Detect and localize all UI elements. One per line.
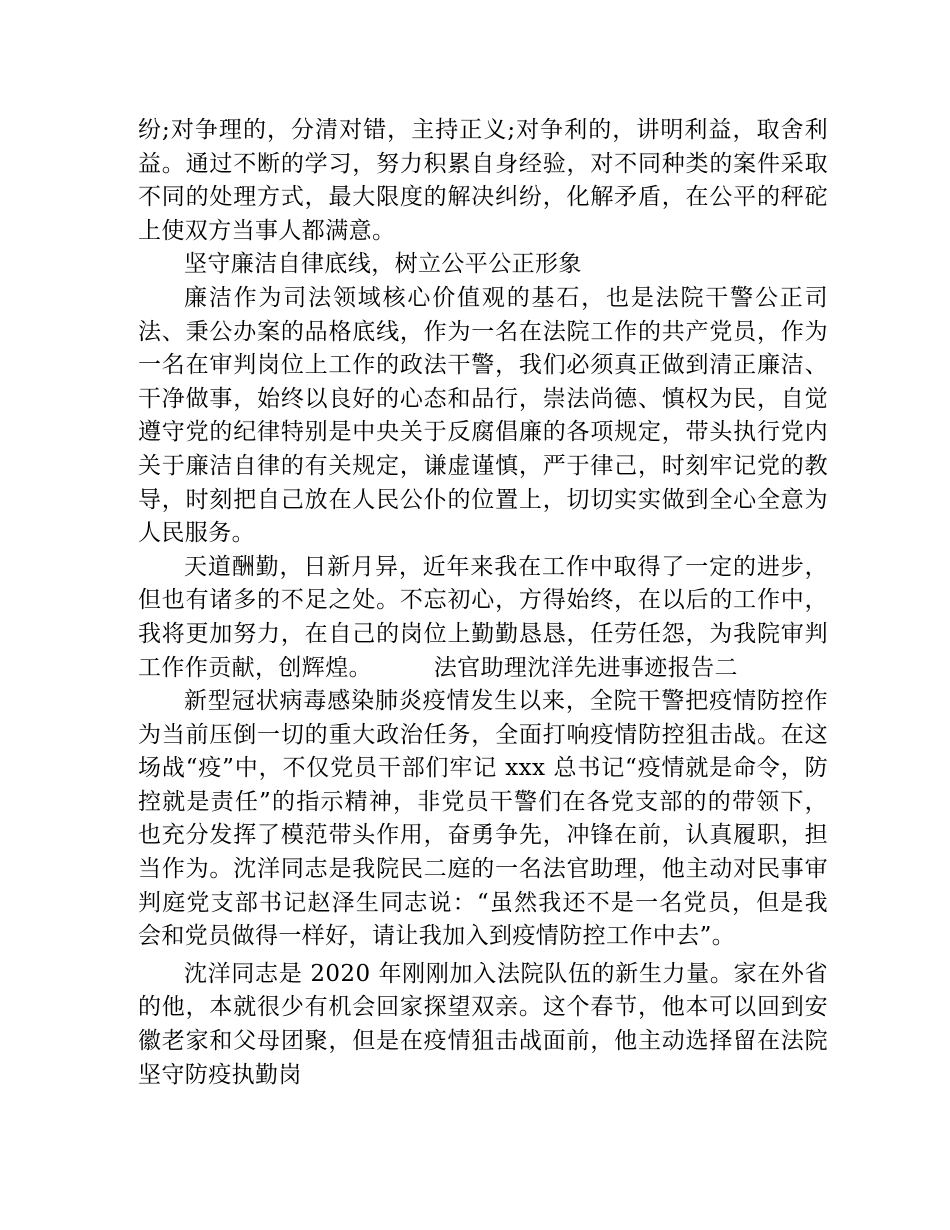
paragraph-epidemic: 新型冠状病毒感染肺炎疫情发生以来，全院干警把疫情防控作为当前压倒一切的重大政治任务，全面打响疫情防控狙击战。在这场战“疫”中，不仅党员干部们牢记 xxx 总书记“疫情就是命令，防控就是责任”的指示精神，非党员干警们在各党支部的的带领下，也充分发挥了模范带头作用，奋勇争先，冲锋在前，认真履职，担当作为。沈洋同志是我院民二庭的一名法官助理，他主动对民事审判庭党支部书记赵泽生同志说：“虽然我还不是一名党员，但是我会和党员做得一样好，请让我加入到疫情防控工作中去”。 <box>138 688 828 950</box>
document-body <box>138 114 828 1092</box>
paragraph-continuation: 纷;对争理的，分清对错，主持正义;对争利的，讲明利益，取舍利益。通过不断的学习，努力积累自身经验，对不同种类的案件采取不同的处理方式，最大限度的解决纠纷，化解矛盾，在公平的秤砣上使双方当事人都满意。 <box>138 117 828 244</box>
paragraph-shen-yang: 沈洋同志是 2020 年刚刚加入法院队伍的新生力量。家在外省的他，本就很少有机会回家探望双亲。这个春节，他本可以回到安徽老家和父母团聚，但是在疫情狙击战面前，他主动选择留在法院坚守防疫执勤岗 <box>138 960 828 1088</box>
paragraph-integrity: 廉洁作为司法领域核心价值观的基石，也是法院干警公正司法、秉公办案的品格底线，作为一名在法院工作的共产党员，作为一名在审判岗位上工作的政法干警，我们必须真正做到清正廉洁、干净做事，始终以良好的心态和品行，崇法尚德、慎权为民，自觉遵守党的纪律特别是中央关于反腐倡廉的各项规定，带头执行党内关于廉洁自律的有关规定，谦虚谨慎，严于律己，时刻牢记党的教导，时刻把自己放在人民公仆的位置上，切切实实做到全心全意为人民服务。 <box>138 284 828 547</box>
section-heading: 坚守廉洁自律底线，树立公平公正形象 <box>184 251 582 278</box>
paragraph-conclusion: 天道酬勤，日新月异，近年来我在工作中取得了一定的进步，但也有诸多的不足之处。不忘初心，方得始终，在以后的工作中，我将更加努力，在自己的岗位上勤勤恳恳，任劳任怨，为我院审判工作作贡献，创辉煌。 法官助理沈洋先进事迹报告二 <box>138 553 828 681</box>
